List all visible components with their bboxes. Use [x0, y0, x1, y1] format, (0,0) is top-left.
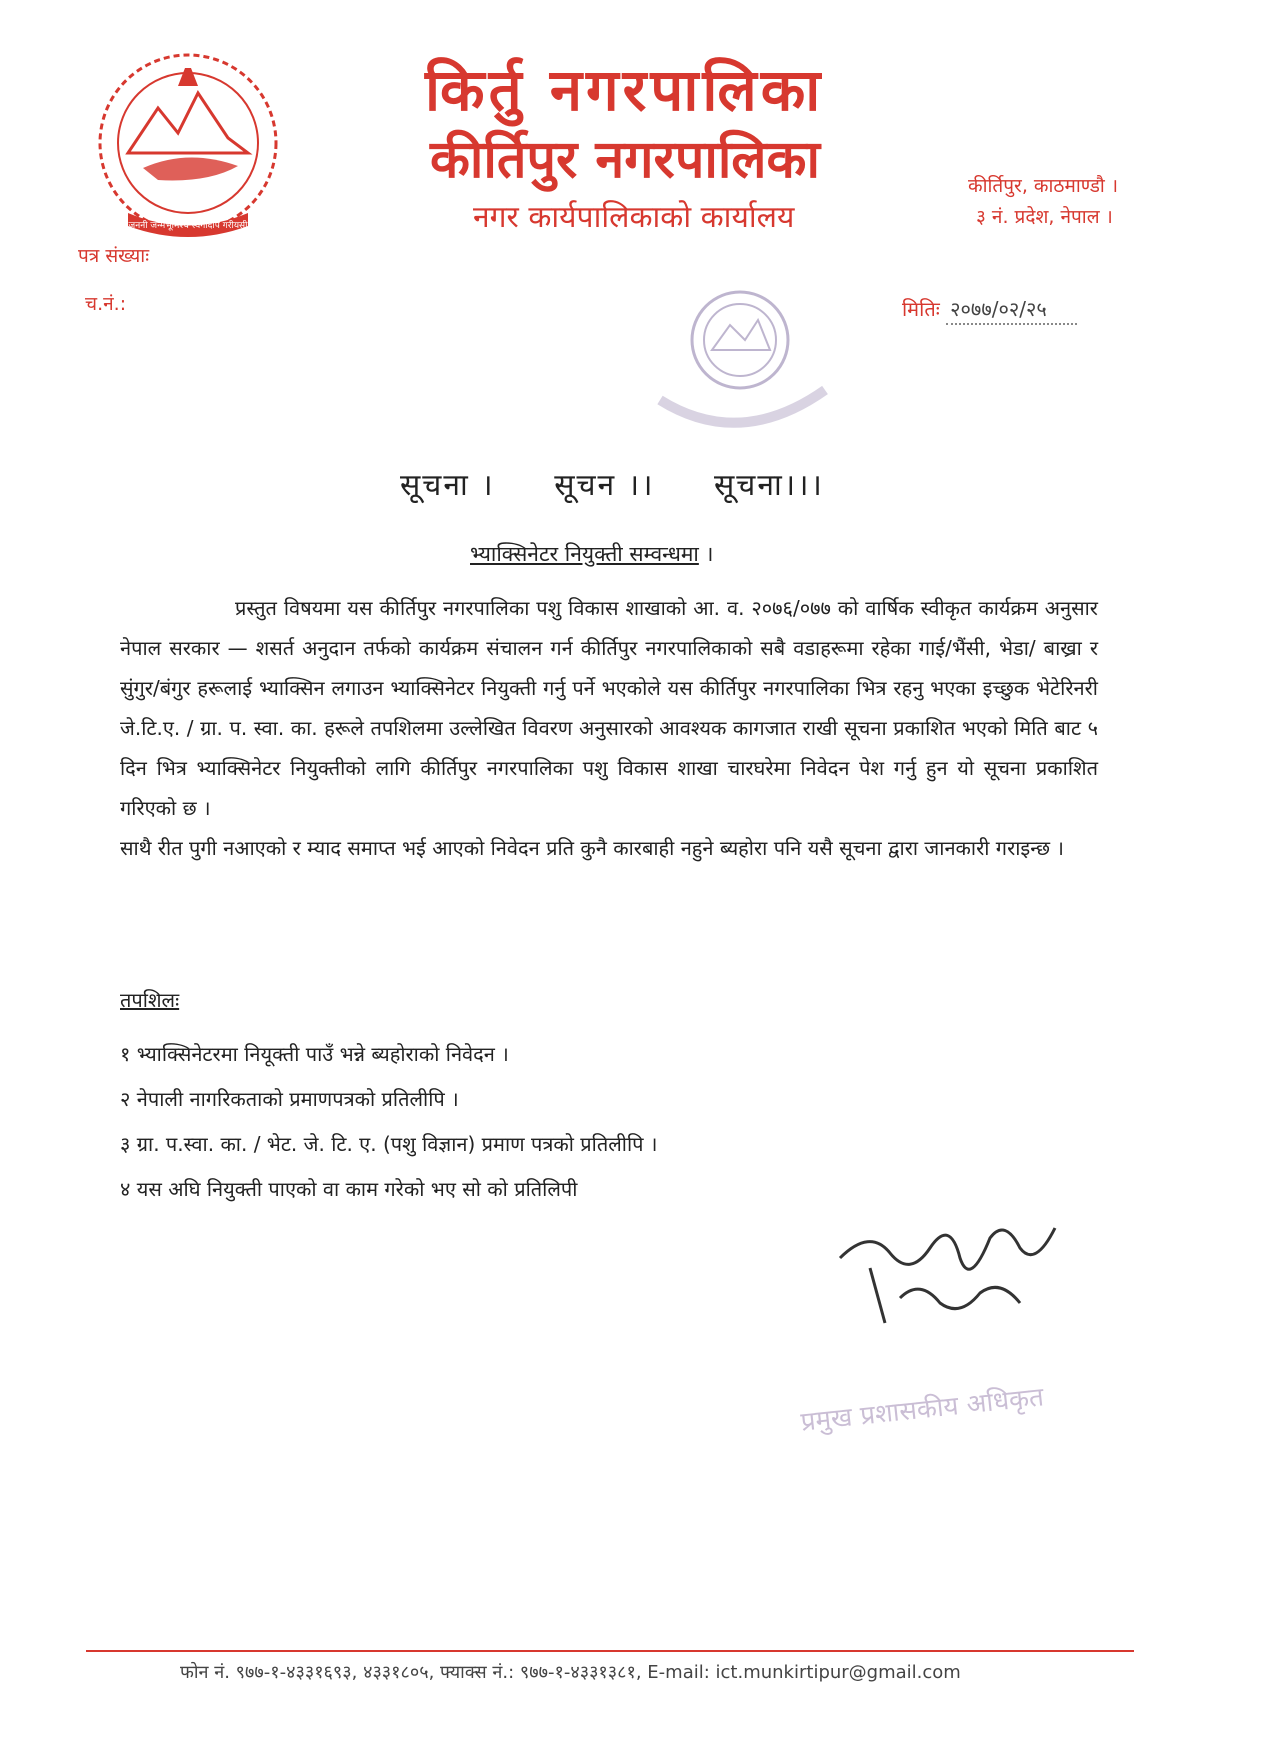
subject-suffix: । [705, 542, 714, 566]
ref-number-label: पत्र संख्याः [78, 245, 150, 267]
header-title-newari: किर्तु नगरपालिका [425, 56, 825, 124]
footer-divider [86, 1650, 1134, 1652]
header-title: कीर्तिपुर नगरपालिका [430, 130, 820, 190]
detail-item-4: ४ यस अघि नियुक्ती पाएको वा काम गरेको भए सो को प्रतिलिपी [120, 1177, 578, 1201]
officer-stamp: प्रमुख प्रशासकीय अधिकृत [799, 1382, 1046, 1438]
notice-subject [470, 540, 714, 568]
date-label: मितिः [902, 297, 940, 321]
subject-text: भ्याक्सिनेटर नियुक्ती सम्वन्धमा [470, 542, 699, 566]
notice-heading-2: सूचन ।। [554, 468, 655, 503]
detail-item-2: २ नेपाली नागरिकताको प्रमाणपत्रको प्रतिलीपि । [120, 1087, 459, 1111]
header-office: नगर कार्यपालिकाको कार्यालय [473, 200, 795, 235]
date-field [902, 295, 1077, 322]
emblem-motto: जननी जन्मभूमिश्च स्वर्गादपि गरीयसी [128, 221, 248, 231]
notice-heading-1: सूचना । [400, 468, 495, 503]
body-paragraph-1: प्रस्तुत विषयमा यस कीर्तिपुर नगरपालिका पशु विकास शाखाको आ. व. २०७६/०७७ को वार्षिक स्वीकृत कार्यक्रम अनुसार नेपाल सरकार — शसर्त अनुदान तर्फको कार्यक्रम संचालन गर्न कीर्तिपुर नगरपालिकाको सबै वडाहरूमा रहेका गाई/भैंसी, भेडा/ बाख्रा र सुंगुर/बंगुर हरूलाई भ्याक्सिन लगाउन भ्याक्सिनेटर नियुक्ती गर्नु पर्ने भएकोले यस कीर्तिपुर नगरपालिका भित्र रहनु भएका इच्छुक भेटेरिनरी जे.टि.ए. / ग्रा. प. स्वा. का. हरूले तपशिलमा उल्लेखित विवरण अनुसारको आवश्यक कागजात राखी सूचना प्रकाशित भएको मिति बाट ५ दिन भित्र भ्याक्सिनेटर नियुक्तीको लागि कीर्तिपुर नगरपालिका पशु विकास शाखा चारघरेमा निवेदन पेश गर्नु हुन यो सूचना प्रकाशित गरिएको छ । [120, 596, 1098, 820]
body-paragraph-2: साथै रीत पुगी नआएको र म्याद समाप्त भई आएको निवेदन प्रति कुनै कारबाही नहुने ब्यहोरा पनि यसै सूचना द्वारा जानकारी गराइन्छ । [120, 836, 1064, 860]
date-value: २०७७/०२/२५ [946, 297, 1077, 325]
detail-item-3: ३ ग्रा. प.स्वा. का. / भेट. जे. टि. ए. (पशु विज्ञान) प्रमाण पत्रको प्रतिलीपि । [120, 1132, 658, 1156]
dispatch-number-label: च.नं.: [85, 293, 127, 315]
notice-heading-3: सूचना।।। [714, 468, 824, 503]
office-stamp-icon [640, 280, 840, 460]
footer-contact: फोन नं. ९७७-१-४३३१६९३, ४३३१८०५, फ्याक्स नं.: ९७७-१-४३३१३८१, E-mail: ict.munkirtipur@gmail.com [180, 1662, 961, 1683]
address-line-2: ३ नं. प्रदेश, नेपाल । [976, 206, 1113, 228]
address-line-1: कीर्तिपुर, काठमाण्डौ । [968, 175, 1119, 197]
details-label: तपशिलः [120, 988, 180, 1012]
signature-icon [830, 1208, 1070, 1348]
notice-heading [400, 463, 872, 504]
detail-item-1: १ भ्याक्सिनेटरमा नियूक्ती पाउँ भन्ने ब्यहोराको निवेदन । [120, 1042, 509, 1066]
notice-body [120, 588, 1098, 868]
nepal-emblem-icon [88, 48, 288, 248]
